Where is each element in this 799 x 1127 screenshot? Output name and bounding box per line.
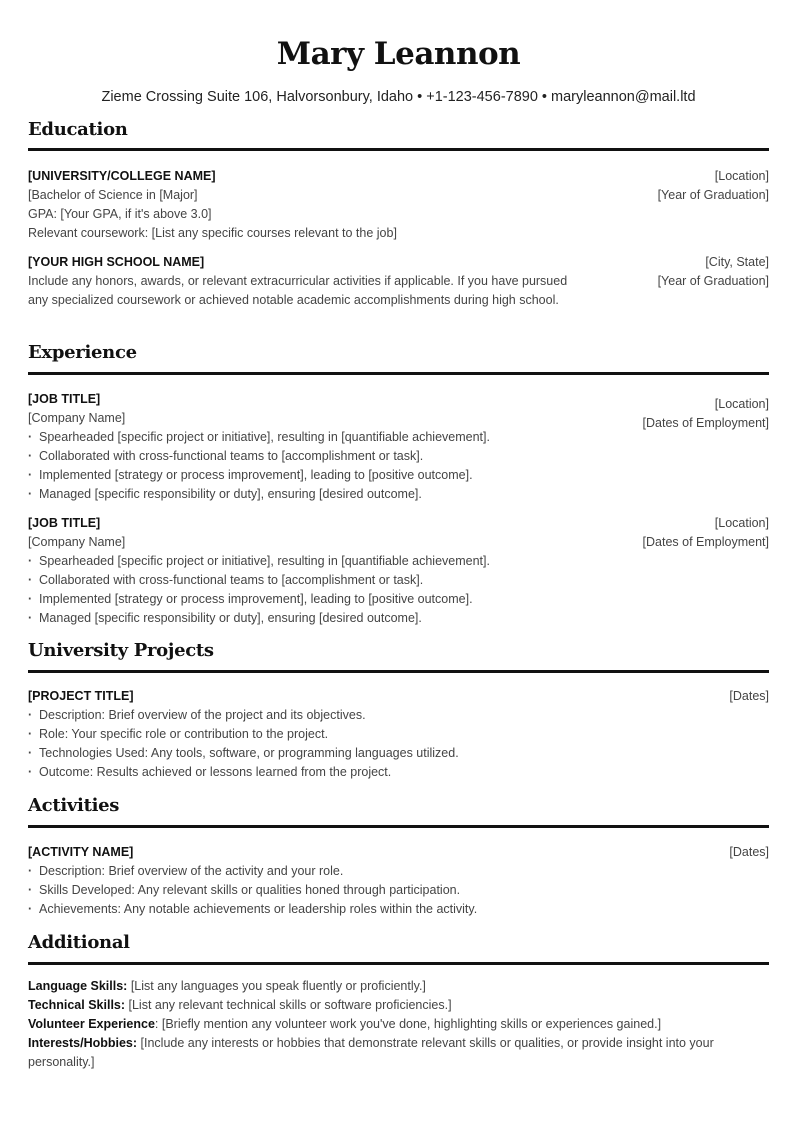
entry-bullet: · Collaborated with cross-functional teams to [accomplishment or task].: [28, 447, 588, 466]
item-text: [List any languages you speak fluently or proficiently.]: [127, 979, 426, 993]
entry-line: [Bachelor of Science in [Major]: [28, 188, 198, 202]
entry-location: [Location]: [714, 516, 769, 530]
item-text: [Include any interests or hobbies that demonstrate relevant skills or qualities, or provide insight into your personality.]: [28, 1036, 714, 1069]
entry-description: Include any honors, awards, or relevant extracurricular activities if applicable. If you have pursued any specialized coursework or achieved notable academic accomplishments during high school.: [28, 274, 568, 307]
candidate-name: Mary Leannon: [276, 36, 521, 72]
entry-bullet: · Spearheaded [specific project or initiative], resulting in [quantifiable achievement].: [28, 428, 588, 447]
section-divider: [28, 962, 769, 965]
item-label: Volunteer Experience: [28, 1017, 155, 1031]
entry-date: [Dates]: [729, 845, 769, 859]
entry-date: [Dates]: [729, 689, 769, 703]
item-label: Interests/Hobbies:: [28, 1036, 138, 1050]
entry-bullet: · Skills Developed: Any relevant skills or qualities honed through participation.: [28, 881, 588, 900]
entry-title: [JOB TITLE]: [28, 516, 101, 530]
entry-bullet: · Managed [specific responsibility or duty], ensuring [desired outcome].: [28, 485, 588, 504]
entry-bullet: · Outcome: Results achieved or lessons learned from the project.: [28, 763, 588, 782]
entry-company: [Company Name]: [28, 535, 126, 549]
additional-item-language: [28, 977, 769, 996]
entry-bullet: · Description: Brief overview of the activity and your role.: [28, 862, 588, 881]
entry-bullet: · Role: Your specific role or contribution to the project.: [28, 725, 588, 744]
entry-bullet: · Implemented [strategy or process improvement], leading to [positive outcome].: [28, 590, 588, 609]
entry-bullet: · Spearheaded [specific project or initiative], resulting in [quantifiable achievement].: [28, 552, 588, 571]
entry-bullet: · Description: Brief overview of the project and its objectives.: [28, 706, 588, 725]
entry-date: [Dates of Employment]: [642, 535, 769, 549]
entry-line: GPA: [Your GPA, if it's above 3.0]: [28, 207, 212, 221]
item-text: [List any relevant technical skills or software proficiencies.]: [125, 998, 452, 1012]
entry-title: [JOB TITLE]: [28, 392, 101, 406]
contact-line: Zieme Crossing Suite 106, Halvorsonbury, Idaho • +1-123-456-7890 • maryleannon@mail.ltd: [101, 89, 696, 105]
item-label: Technical Skills:: [28, 998, 126, 1012]
section-divider: [28, 825, 769, 828]
item-label: Language Skills:: [28, 979, 128, 993]
entry-bullet: · Technologies Used: Any tools, software, or programming languages utilized.: [28, 744, 588, 763]
entry-bullet: · Achievements: Any notable achievements or leadership roles within the activity.: [28, 900, 588, 919]
entry-line: Relevant coursework: [List any specific courses relevant to the job]: [28, 226, 397, 240]
section-divider: [28, 670, 769, 673]
additional-item-technical: [28, 996, 769, 1015]
entry-date: [Dates of Employment]: [642, 416, 769, 430]
entry-location: [Location]: [714, 397, 769, 411]
section-title-education: Education: [28, 119, 128, 140]
section-title-additional: Additional: [28, 932, 130, 953]
entry-date: [Year of Graduation]: [657, 274, 769, 288]
entry-bullet: · Managed [specific responsibility or duty], ensuring [desired outcome].: [28, 609, 588, 628]
entry-location: [Location]: [714, 169, 769, 183]
entry-title: [ACTIVITY NAME]: [28, 845, 134, 859]
item-text: : [Briefly mention any volunteer work you've done, highlighting skills or experiences gained.]: [154, 1017, 662, 1031]
entry-company: [Company Name]: [28, 411, 126, 425]
entry-title: [YOUR HIGH SCHOOL NAME]: [28, 255, 205, 269]
section-title-projects: University Projects: [28, 640, 214, 661]
entry-date: [Year of Graduation]: [657, 188, 769, 202]
section-title-experience: Experience: [28, 342, 137, 363]
entry-location: [City, State]: [705, 255, 769, 269]
section-title-activities: Activities: [28, 795, 120, 816]
additional-item-interests: [28, 1034, 769, 1072]
entry-bullet: · Implemented [strategy or process improvement], leading to [positive outcome].: [28, 466, 588, 485]
section-divider: [28, 372, 769, 375]
additional-list: [28, 977, 769, 1072]
section-divider: [28, 148, 769, 151]
additional-item-volunteer: [28, 1015, 769, 1034]
entry-title: [PROJECT TITLE]: [28, 689, 134, 703]
entry-title: [UNIVERSITY/COLLEGE NAME]: [28, 169, 216, 183]
entry-bullet: · Collaborated with cross-functional teams to [accomplishment or task].: [28, 571, 588, 590]
